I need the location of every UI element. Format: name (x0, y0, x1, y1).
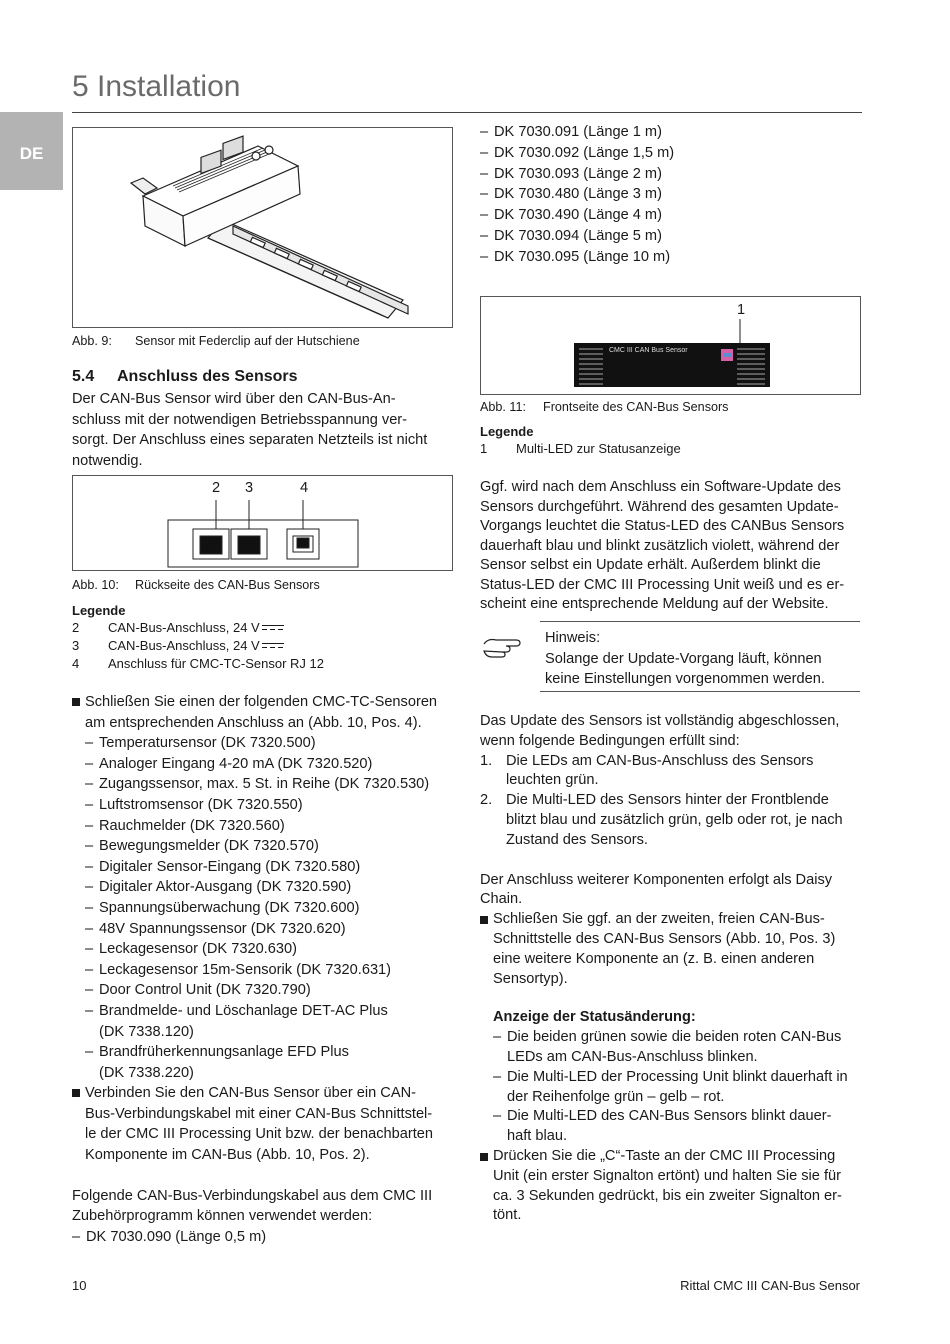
fig11-label-1: 1 (737, 302, 746, 318)
legend-title: Legende (72, 603, 126, 618)
cable-item: – DK 7030.094 (Länge 5 m) (480, 227, 662, 244)
update-paragraph: Ggf. wird nach dem Anschluss ein Software-Update des Sensors durchgeführt. Während des gesamten Update- Vorgangs leuchtet die Status-LED des CANBus Sensors dauerhaft blau und blinkt zusätzlich violett, während der Sensor selbst ein Update erhält. Außerdem blinkt die Status-LED der CMC III Processing Unit weiß und es er- scheint eine entsprechende Meldung auf der Website. (480, 479, 845, 612)
sensor-item: – Leckagesensor (DK 7320.630) (85, 941, 297, 958)
square-bullet-icon (480, 1147, 493, 1226)
figure-11-caption: Abb. 11: Frontseite des CAN-Bus Sensors (480, 400, 729, 414)
cable-item: – DK 7030.490 (Länge 4 m) (480, 207, 662, 224)
figure-10-caption: Abb. 10: Rückseite des CAN-Bus Sensors (72, 578, 320, 592)
sensor-back-illustration (73, 476, 452, 570)
legend-title: Legende (480, 424, 534, 439)
status-list (480, 1028, 875, 1147)
sensor-on-rail-illustration (73, 128, 452, 327)
hint-box: Hinweis: Solange der Update-Vorgang läuft, können keine Einstellungen vorgenommen werden. (545, 630, 825, 688)
footer-product: Rittal CMC III CAN-Bus Sensor (680, 1278, 860, 1293)
sensor-item: – Digitaler Aktor-Ausgang (DK 7320.590) (85, 879, 352, 896)
sensor-item: – Brandfrüherkennungsanlage EFD Plus (DK 7338.220) (85, 1044, 349, 1081)
sensor-item: – Door Control Unit (DK 7320.790) (85, 982, 311, 999)
fig10-label-4: 4 (300, 480, 309, 496)
section-heading: 5.4 Anschluss des Sensors (72, 368, 298, 385)
cable-item: – DK 7030.095 (Länge 10 m) (480, 248, 671, 265)
hint-top-rule (540, 621, 860, 622)
legend-row: 1 Multi-LED zur Statusanzeige (480, 441, 681, 456)
dc-symbol-icon (262, 624, 284, 633)
sensor-item: – Bewegungsmelder (DK 7320.570) (85, 838, 319, 855)
sensor-item: – Luftstromsensor (DK 7320.550) (85, 796, 303, 813)
figure-9 (72, 127, 453, 328)
sensor-item: – Zugangssensor, max. 5 St. in Reihe (DK 7320.530) (85, 776, 430, 793)
bullet-item: Schließen Sie ggf. an der zweiten, freien CAN-Bus- Schnittstelle des CAN-Bus Sensors (Abb. 10, Pos. 3) eine weitere Komponente an (z. B. einen anderen Sensortyp). (480, 910, 875, 989)
fig10-label-2: 2 (212, 480, 221, 496)
cable-list (480, 122, 870, 268)
cables-intro: Folgende CAN-Bus-Verbindungskabel aus dem CMC III Zubehörprogramm können verwendet werden: (72, 1187, 433, 1225)
header-rule (72, 112, 862, 113)
condition-item: 2. Die Multi-LED des Sensors hinter der Frontblende blitzt blau und zusätzlich grün, gelb oder rot, je nach Zustand des Sensors. (480, 792, 843, 848)
sensor-item: – Digitaler Sensor-Eingang (DK 7320.580) (85, 858, 361, 875)
language-tab: DE (0, 112, 63, 190)
page-title: 5 Installation (72, 70, 241, 103)
legend-fig11 (480, 423, 870, 458)
status-heading: Anzeige der Statusänderung: (493, 1009, 696, 1026)
sensor-item: – Brandmelde- und Löschanlage DET-AC Plus (DK 7338.120) (85, 1002, 388, 1040)
cable-item: – DK 7030.090 (Länge 0,5 m) (72, 1228, 267, 1245)
completion-block: Das Update des Sensors ist vollständig abgeschlossen, wenn folgende Bedingungen erfüllt sind: 1. Die LEDs am CAN-Bus-Anschluss des Sensors leuchten grün. 2. Die Multi-LED des Sensors hinter der Frontblende blitzt blau und zusätzlich grün, gelb oder rot, je nach Zustand des Sensors. Der Anschluss weiterer Komponenten erfolgt als Daisy Chain. Schließen Sie ggf. an der zweiten, freien CAN-Bus- Schnittstelle des CAN-Bus Sensors (Abb. 10, Pos. 3) eine weitere Komponente an (z. B. einen anderen Sensortyp). Anzeige der Statusänderung: – Die beiden grünen sowie die beiden roten CAN-Bus LEDs am CAN-Bus-Anschluss blinken. – Die Multi-LED der Processing Unit blinkt dauerhaft in der Reihenfolge grün – gelb – rot. – Die Multi-LED des CAN-Bus Sensors blinkt dauer- haft blau. Drücken Sie die „C“-Taste an der CMC III Processing Unit (ein erster Signalton ertönt) und halten Sie sie für ca. 3 Sekunden gedrückt, bis ein zweiter Signalton er- tönt. (480, 712, 875, 1226)
sensor-list (72, 733, 467, 1083)
figure-9-caption: Abb. 9: Sensor mit Federclip auf der Hutschiene (72, 334, 360, 348)
left-body (72, 692, 467, 1247)
cable-item: – DK 7030.480 (Länge 3 m) (480, 186, 662, 203)
cable-item: – DK 7030.093 (Länge 2 m) (480, 165, 662, 182)
condition-item: 1. Die LEDs am CAN-Bus-Anschluss des Sensors leuchten grün. (480, 752, 814, 789)
sensor-item: – 48V Spannungssensor (DK 7320.620) (85, 920, 346, 937)
hint-bottom-rule (540, 691, 860, 692)
pointing-hand-icon (482, 634, 524, 660)
legend-fig10 (72, 602, 462, 673)
fig11-panel-text: CMC III CAN Bus Sensor (609, 347, 688, 354)
page-number: 10 (72, 1278, 87, 1293)
square-bullet-icon (480, 910, 493, 989)
bullet-item: Drücken Sie die „C“-Taste an der CMC III Processing Unit (ein erster Signalton ertönt) und halten Sie sie für ca. 3 Sekunden gedrückt, bis ein zweiter Signalton er- tönt. (480, 1147, 875, 1226)
sensor-item: – Rauchmelder (DK 7320.560) (85, 817, 285, 834)
legend-row: 3 CAN-Bus-Anschluss, 24 V (72, 637, 462, 655)
bullet-item: Verbinden Sie den CAN-Bus Sensor über ein CAN- Bus-Verbindungskabel mit einer CAN-Bus Schnittstel- le der CMC III Processing Unit bzw. der benachbarten Komponente im CAN-Bus (Abb. 10, Pos. 2). (72, 1083, 467, 1165)
status-item: – Die Multi-LED des CAN-Bus Sensors blinkt dauer- haft blau. (493, 1108, 832, 1145)
section-intro: Der CAN-Bus Sensor wird über den CAN-Bus-An- schluss mit der notwendigen Betriebsspannung ver- sorgt. Der Anschluss eines separaten Netzteils ist nicht notwendig. (72, 391, 428, 469)
sensor-item: – Temperatursensor (DK 7320.500) (85, 735, 316, 752)
cable-item: – DK 7030.092 (Länge 1,5 m) (480, 144, 675, 161)
square-bullet-icon (72, 692, 85, 733)
square-bullet-icon (72, 1083, 85, 1165)
bullet-item: Schließen Sie einen der folgenden CMC-TC-Sensoren am entsprechenden Anschluss an (Abb. 10, Pos. 4). (72, 692, 467, 733)
legend-row: 4 Anschluss für CMC-TC-Sensor RJ 12 (72, 656, 324, 671)
cable-item: – DK 7030.091 (Länge 1 m) (480, 124, 662, 140)
dc-symbol-icon (262, 642, 284, 651)
status-item: – Die Multi-LED der Processing Unit blinkt dauerhaft in der Reihenfolge grün – gelb – rot. (493, 1068, 848, 1105)
sensor-item: – Analoger Eingang 4-20 mA (DK 7320.520) (85, 755, 373, 772)
sensor-item: – Leckagesensor 15m-Sensorik (DK 7320.631) (85, 961, 392, 978)
status-item: – Die beiden grünen sowie die beiden roten CAN-Bus LEDs am CAN-Bus-Anschluss blinken. (493, 1029, 842, 1065)
figure-11 (480, 296, 861, 395)
figure-10 (72, 475, 453, 571)
sensor-item: – Spannungsüberwachung (DK 7320.600) (85, 899, 360, 916)
fig10-label-3: 3 (245, 480, 254, 496)
legend-row: 2 CAN-Bus-Anschluss, 24 V (72, 619, 462, 637)
